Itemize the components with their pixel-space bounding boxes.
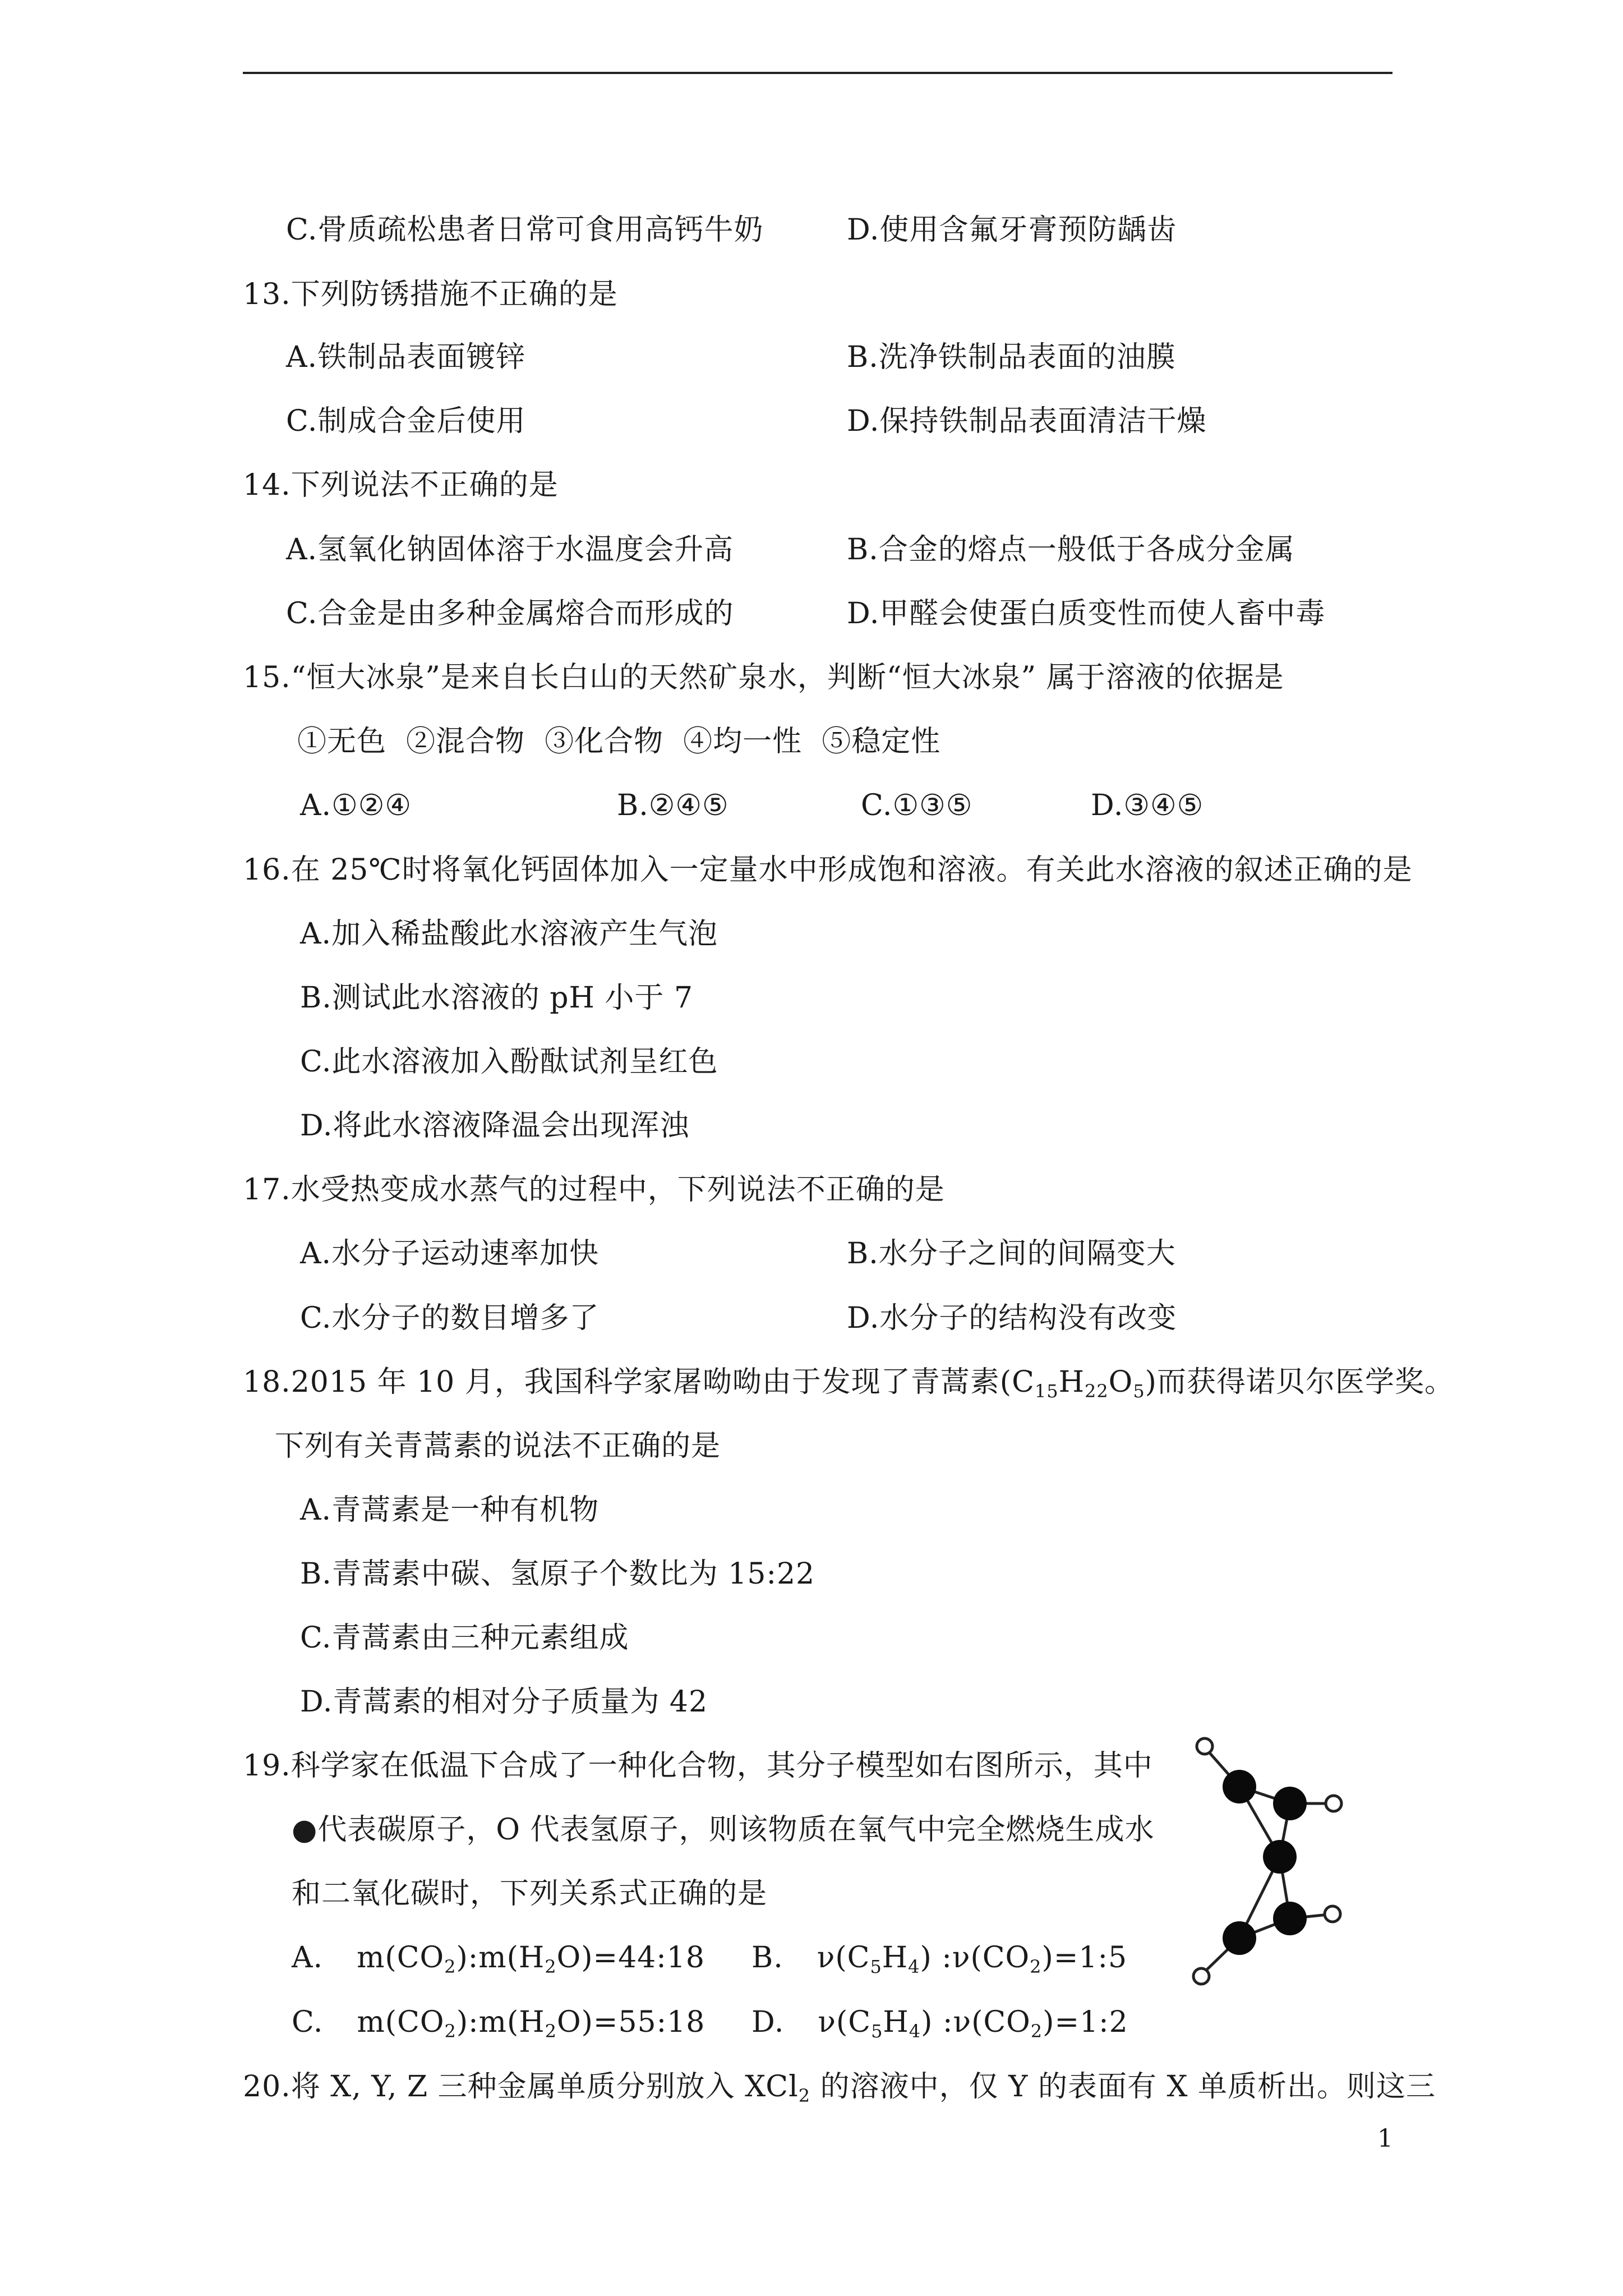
hydrogen-atom: [1325, 1906, 1340, 1922]
q18-option-b: B.青蒿素中碳、氢原子个数比为 15:22: [300, 1557, 815, 1591]
q18-stem-continued: 下列有关青蒿素的说法不正确的是: [275, 1429, 721, 1463]
q13-option-b: B.洗净铁制品表面的油膜: [847, 341, 1176, 374]
q19-stem: 19.科学家在低温下合成了一种化合物，其分子模型如右图所示，其中: [243, 1749, 1153, 1783]
hydrogen-atom: [1326, 1796, 1341, 1811]
q17-option-d: D.水分子的结构没有改变: [847, 1301, 1177, 1335]
q17-option-b: B.水分子之间的间隔变大: [847, 1237, 1176, 1271]
q18-stem: 18.2015 年 10 月，我国科学家屠呦呦由于发现了青蒿素$(C_{15}H_{22}O_5)$而获得诺贝尔医学奖。: [243, 1365, 1454, 1402]
q19-stem-line3: 和二氧化碳时，下列关系式正确的是: [292, 1877, 768, 1911]
q18-option-a: A.青蒿素是一种有机物: [300, 1493, 600, 1527]
q14-option-c: C.合金是由多种金属熔合而形成的: [286, 597, 734, 631]
carbon-atom: [1273, 1902, 1307, 1935]
q15-option-b: B.②④⑤: [617, 789, 729, 822]
q16-option-b: B.测试此水溶液的 pH 小于 7: [300, 981, 694, 1015]
carbon-atom: [1223, 1770, 1256, 1803]
q18-option-c: C.青蒿素由三种元素组成: [300, 1621, 629, 1655]
q17-option-a: A.水分子运动速率加快: [300, 1237, 600, 1271]
q16-stem: 16.在 25℃时将氧化钙固体加入一定量水中形成饱和溶液。有关此水溶液的叙述正确的是: [243, 853, 1413, 887]
q12-option-c: C.骨质疏松患者日常可食用高钙牛奶: [286, 213, 764, 247]
q15-stem: 15.“恒大冰泉”是来自长白山的天然矿泉水，判断“恒大冰泉” 属于溶液的依据是: [243, 661, 1284, 694]
q19-option-c: C. $m(CO_2):m(H_2O)=55:18$: [292, 2005, 706, 2042]
q18-option-d: D.青蒿素的相对分子质量为 42: [300, 1685, 708, 1719]
header-rule: [243, 72, 1393, 74]
q14-option-a: A.氢氧化钠固体溶于水温度会升高: [286, 533, 734, 567]
q15-option-c: C.①③⑤: [861, 789, 973, 822]
q19-option-b: B. $\nu(C_5H_4)$ $:\nu(CO_2)=1:5$: [751, 1941, 1128, 1977]
q16-option-a: A.加入稀盐酸此水溶液产生气泡: [300, 917, 718, 951]
carbon-atom: [1223, 1921, 1256, 1955]
carbon-atom: [1273, 1787, 1307, 1820]
q19-option-a: A. $m(CO_2):m(H_2O)=44:18$: [292, 1941, 705, 1977]
molecule-model-figure: [1183, 1731, 1385, 1994]
q12-option-d: D.使用含氟牙膏预防龋齿: [847, 213, 1177, 247]
q14-stem: 14.下列说法不正确的是: [243, 468, 559, 502]
carbon-atom: [1263, 1840, 1297, 1874]
q13-option-a: A.铁制品表面镀锌: [286, 341, 526, 374]
q13-option-d: D.保持铁制品表面清洁干燥: [847, 404, 1207, 438]
q15-option-d: D.③④⑤: [1091, 789, 1204, 822]
q15-criteria: ①无色 ②混合物 ③化合物 ④均一性 ⑤稳定性: [297, 725, 941, 758]
q13-option-c: C.制成合金后使用: [286, 404, 526, 438]
q20-stem: 20.将 X, Y, Z 三种金属单质分别放入 XCl$_2$ 的溶液中，仅 Y 的表面有 X 单质析出。则这三: [243, 2070, 1436, 2106]
q17-stem: 17.水受热变成水蒸气的过程中，下列说法不正确的是: [243, 1173, 945, 1207]
q19-option-d: D. $\nu(C_5H_4)$ $:\nu(CO_2)=1:2$: [751, 2005, 1128, 2042]
q13-stem: 13.下列防锈措施不正确的是: [243, 278, 618, 311]
q16-option-c: C.此水溶液加入酚酞试剂呈红色: [300, 1045, 718, 1079]
q19-stem-line2: ●代表碳原子，O 代表氢原子，则该物质在氧气中完全燃烧生成水: [292, 1813, 1155, 1847]
hydrogen-atom: [1197, 1738, 1212, 1754]
q14-option-d: D.甲醛会使蛋白质变性而使人畜中毒: [847, 597, 1326, 631]
hydrogen-atom: [1193, 1968, 1209, 1984]
q15-option-a: A.①②④: [300, 789, 412, 822]
q17-option-c: C.水分子的数目增多了: [300, 1301, 600, 1335]
q16-option-d: D.将此水溶液降温会出现浑浊: [300, 1109, 690, 1143]
page-number: 1: [1377, 2124, 1393, 2153]
q14-option-b: B.合金的熔点一般低于各成分金属: [847, 533, 1295, 567]
